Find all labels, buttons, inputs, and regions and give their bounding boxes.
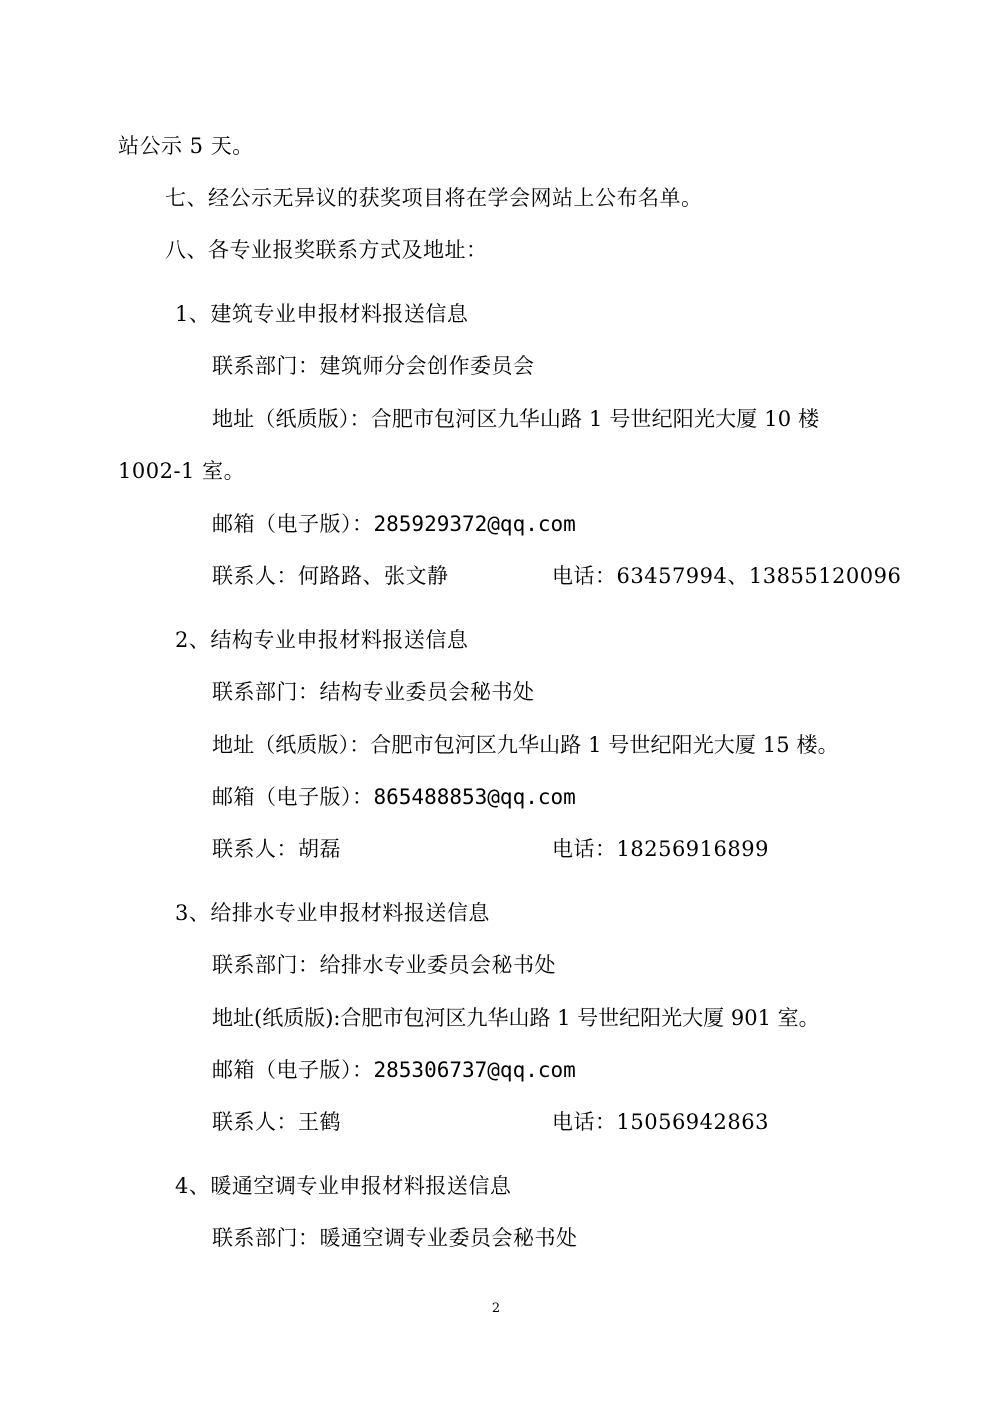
section-1-contact-person: 联系人：何路路、张文静 — [212, 564, 449, 588]
section-1-email-label: 邮箱（电子版）： — [212, 512, 374, 536]
section-2-contact-person: 联系人：胡磊 — [212, 837, 341, 861]
section-2-email: 865488853@qq.com — [373, 785, 576, 809]
continuation-text: 站公示 5 天。 — [118, 134, 254, 158]
item-7-text: 七、经公示无异议的获奖项目将在学会网站上公布名单。 — [165, 186, 703, 210]
section-3-email-row — [212, 1056, 576, 1084]
section-1-email: 285929372@qq.com — [373, 512, 576, 536]
section-1-address-line2: 1002-1 室。 — [118, 459, 246, 483]
section-1-heading: 1、建筑专业申报材料报送信息 — [175, 302, 469, 326]
section-4-dept: 联系部门：暖通空调专业委员会秘书处 — [212, 1226, 578, 1250]
section-3-email-label: 邮箱（电子版）： — [212, 1058, 374, 1082]
section-2-phone: 电话：18256916899 — [552, 837, 769, 861]
section-3-contact-person: 联系人：王鹤 — [212, 1110, 341, 1134]
section-2-dept: 联系部门：结构专业委员会秘书处 — [212, 680, 535, 704]
section-4-heading: 4、暖通空调专业申报材料报送信息 — [175, 1174, 512, 1198]
section-2-email-label: 邮箱（电子版）： — [212, 785, 374, 809]
section-2-address-line1: 地址（纸质版）：合肥市包河区九华山路 1 号世纪阳光大厦 15 楼。 — [212, 733, 839, 757]
section-1-address-line1: 地址（纸质版）：合肥市包河区九华山路 1 号世纪阳光大厦 10 楼 — [212, 407, 820, 431]
section-3-email: 285306737@qq.com — [373, 1058, 576, 1082]
section-3-dept: 联系部门：给排水专业委员会秘书处 — [212, 953, 556, 977]
section-3-address-line1: 地址(纸质版):合肥市包河区九华山路 1 号世纪阳光大厦 901 室。 — [212, 1006, 820, 1030]
section-3-heading: 3、给排水专业申报材料报送信息 — [175, 901, 490, 925]
section-1-dept: 联系部门：建筑师分会创作委员会 — [212, 354, 535, 378]
section-3-phone: 电话：15056942863 — [552, 1110, 769, 1134]
page-number: 2 — [491, 1301, 501, 1316]
section-1-email-row — [212, 510, 576, 538]
item-8-heading: 八、各专业报奖联系方式及地址： — [165, 238, 488, 262]
section-1-phone: 电话：63457994、13855120096 — [552, 564, 902, 588]
section-2-email-row — [212, 783, 576, 811]
section-2-heading: 2、结构专业申报材料报送信息 — [175, 628, 469, 652]
